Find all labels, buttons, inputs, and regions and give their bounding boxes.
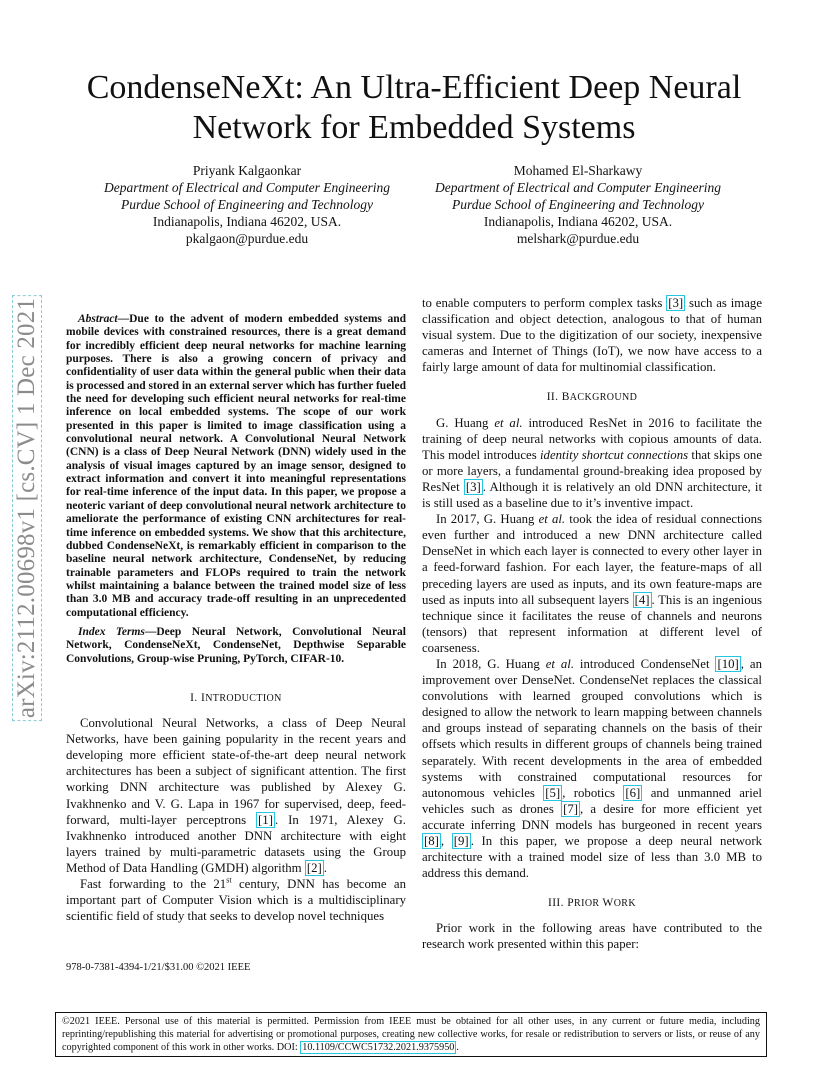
author-school: Purdue School of Engineering and Technology xyxy=(451,197,705,212)
intro-paragraph: Fast forwarding to the 21st century, DNN has become an important part of Computer Vision which is a multidisciplinary scientific field of study that seeks to develop novel techniques xyxy=(66,875,407,924)
author-city: Indianapolis, Indiana 46202, USA. xyxy=(483,214,673,229)
citation-link[interactable]: [7] xyxy=(563,801,578,816)
left-column xyxy=(66,313,406,924)
abstract-lead: Abstract xyxy=(78,313,118,325)
index-terms-text: —Deep Neural Network, Convolutional Neural Network, CondenseNeXt, CondenseNet, Depthwise Separable Convolutions, Group-wise Pruning, PyTorch, CIFAR-10. xyxy=(66,625,406,665)
author-city: Indianapolis, Indiana 46202, USA. xyxy=(152,214,342,229)
citation-link[interactable]: [1] xyxy=(258,812,273,827)
author-block-1 xyxy=(82,162,412,247)
right-column xyxy=(422,295,762,953)
author-name: Priyank Kalgaonkar xyxy=(192,163,302,178)
doi-link[interactable]: 10.1109/CCWC51732.2021.9375950 xyxy=(302,1042,455,1053)
author-department: Department of Electrical and Computer Engineering xyxy=(103,180,391,195)
copyright-notice: ©2021 IEEE. Personal use of this material is permitted. Permission from IEEE must be obtained for all other uses, in any current or future media, including reprinting/republishing this material for advertising or promotional purposes, creating new collective works, for resale or redistribution to servers or lists, or reuse of any copyrighted component of this work in other works. DOI: 10.1109/CCWC51732.2021.9375950 . xyxy=(55,1012,767,1057)
background-paragraph: In 2018, G. Huang et al. introduced CondenseNet [10] , an improvement over DenseNet. CondenseNet replaces the classical convolutions with learned grouped convolutions which is designed to allow the network to learn mapping between channels and groups instead of separating channels on the basis of their offsets which results in different groups of channels being trained separately. With recent developments in the area of embedded systems with constrained computational resources for autonomous vehicles [5] , robotics [6] and unmanned ariel vehicles such as drones [7] , a desire for more efficient yet accurate inferring DNN models has burgeoned in recent years [8] , [9] . In this paper, we propose a deep neural network architecture with a trained model size of less than 3.0 MB to address this demand. xyxy=(422,656,762,881)
author-block-2 xyxy=(415,162,741,247)
citation-link[interactable]: [4] xyxy=(634,592,650,607)
intro-paragraph: Convolutional Neural Networks, a class of Deep Neural Networks, have been gaining popularity in the recent years and developing more efficient state-of-the-art deep neural network architectures has been a subject of significant attention. The first working DNN architecture was published by Alexey G. Ivakhnenko and V. G. Lapa in 1967 for supervised, deep, feed-forward, multi-layer perceptrons [1] . In 1971, Alexey G. Ivakhnenko introduced another DNN architecture with eight layers trained by multi-parametric datasets using the Group Method of Data Handling (GMDH) algorithm [2] . xyxy=(66,716,406,875)
author-email[interactable]: pkalgaon@purdue.edu xyxy=(185,231,309,246)
isbn-footer: 978-0-7381-4394-1/21/$31.00 ©2021 IEEE xyxy=(66,962,251,973)
section-heading-introduction: I. INTRODUCTION xyxy=(190,691,282,704)
author-email[interactable]: melshark@purdue.edu xyxy=(516,231,640,246)
arxiv-stamp-text: arXiv:2112.00698v1 [cs.CV] 1 Dec 2021 xyxy=(12,295,42,721)
arxiv-stamp[interactable] xyxy=(10,268,44,748)
citation-link[interactable]: [8] xyxy=(424,834,439,848)
paper-title: CondenseNeXt: An Ultra-Efficient Deep Neural Network for Embedded Systems xyxy=(86,69,742,146)
intro-paragraph-continued: to enable computers to perform complex tasks [3] such as image classification and object detection, analogous to that of human visual system. Due to the digitization of our society, inexpensive cameras and Internet of Things (IoT), we now have access to a fairly large amount of data for multinomial classification. xyxy=(422,296,763,375)
background-paragraph: In 2017, G. Huang et al. took the idea of residual connections even further and introduced a new DNN architecture called DenseNet in which each layer is connected to every other layer in a feed-forward fashion. For each layer, the feature-maps of all preceding layers are used as inputs, and its own feature-maps are used as inputs into all subsequent layers [4] . This is an ingenious technique since it facilitates the reuse of channels and neurons (tensors) that represent information at different level of coarseness. xyxy=(422,512,763,655)
author-school: Purdue School of Engineering and Technology xyxy=(120,197,374,212)
background-paragraph: G. Huang et al. introduced ResNet in 2016 to facilitate the training of deep neural networks with copious amounts of data. This model introduces identity shortcut connections that skips one or more layers, a fundamental ground-breaking idea proposed by ResNet [3] . Although it is relatively an old DNN architecture, it is still used as a baseline due to it’s inventive impact. xyxy=(422,415,763,511)
abstract xyxy=(66,313,406,620)
citation-link[interactable]: [2] xyxy=(306,860,322,875)
citation-link[interactable]: [9] xyxy=(453,834,469,848)
author-department: Department of Electrical and Computer Engineering xyxy=(434,180,722,195)
author-name: Mohamed El-Sharkawy xyxy=(513,163,643,178)
citation-link[interactable]: [3] xyxy=(668,296,684,310)
section-heading-background: II. BACKGROUND xyxy=(546,391,638,404)
section-heading-prior-work: III. PRIOR WORK xyxy=(547,897,637,910)
index-terms xyxy=(66,626,406,666)
index-terms-lead: Index Terms xyxy=(78,625,145,638)
citation-link[interactable]: [3] xyxy=(465,479,481,494)
abstract-text: —Due to the advent of modern embedded systems and mobile devices with constrained resources, there is a great demand for incredibly efficient deep neural networks for machine learning purposes. There is also a growing concern of privacy and confidentiality of user data within the general public when their data is processed and stored in an external server which has further fueled the need for developing such efficient neural networks for real-time inference on local embedded systems. The scope of our work presented in this paper is limited to image classification using a convolutional neural network. A Convolutional Neural Network (CNN) is a class of Deep Neural Network (DNN) widely used in the analysis of visual images captured by an image sensor, designed to extract information and convert it into meaningful representations for real-time inference of the input data. In this paper, we propose a neoteric variant of deep convolutional neural network architecture to ameliorate the performance of existing CNN architectures for real-time inference on embedded systems. We show that this architecture, dubbed CondenseNeXt, is remarkably efficient in comparison to the baseline neural network architecture, CondenseNet, by reducing trainable parameters and FLOPs required to train the network whilst maintaining a balance between the trained model size of less than 3.0 MB and accuracy trade-off resulting in an unprecedented computational efficiency. xyxy=(66,313,406,619)
citation-link[interactable]: [10] xyxy=(717,656,739,671)
citation-link[interactable]: [5] xyxy=(545,785,561,800)
prior-work-paragraph: Prior work in the following areas have contributed to the research work presented within this paper: xyxy=(422,921,762,952)
citation-link[interactable]: [6] xyxy=(625,785,641,800)
